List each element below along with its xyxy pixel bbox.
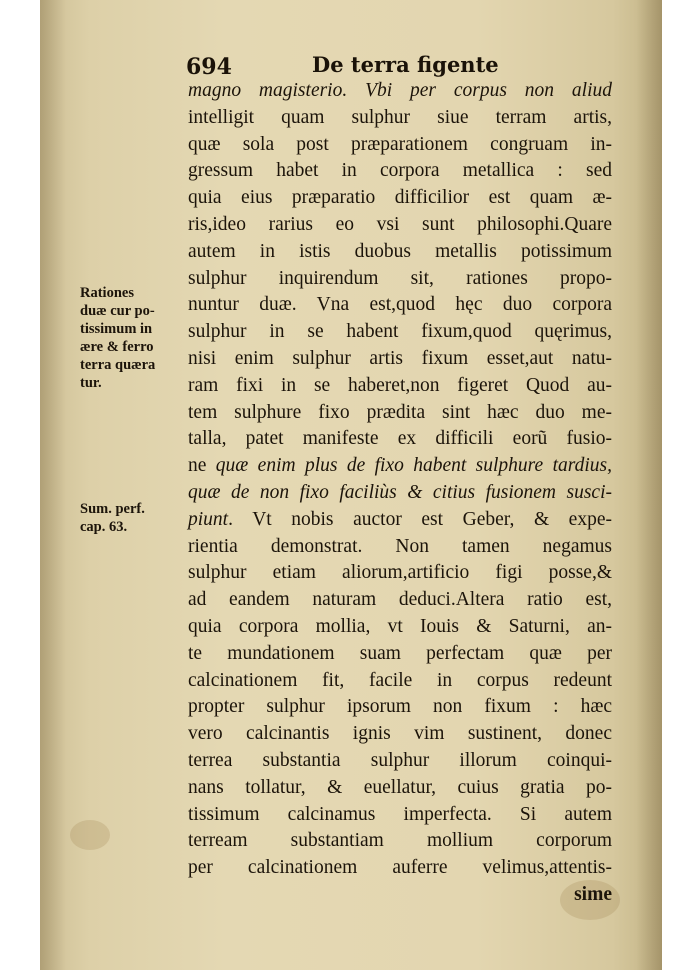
spine-shadow xyxy=(40,0,66,970)
text-line: intelligit quam sulphur siue terram artis, xyxy=(188,106,612,128)
margin-note-line: tur. xyxy=(80,375,102,391)
page-edge-shadow xyxy=(636,0,662,970)
page-number: 694 xyxy=(186,54,232,80)
margin-note-line: cap. 63. xyxy=(80,519,128,535)
text-line: tissimum calcinamus imperfecta. Si autem xyxy=(188,803,612,825)
catchword-line: sime xyxy=(574,883,612,905)
text-line: rientia demonstrat. Non tamen negamus xyxy=(188,535,612,557)
text-line: vero calcinantis ignis vim sustinent, donec xyxy=(188,723,612,745)
text-line: piunt. Vt nobis auctor est Geber, & expe- xyxy=(188,508,612,530)
margin-note-line: Sum. perf. xyxy=(80,501,145,517)
text-line: sulphur inquirendum sit, rationes propo- xyxy=(188,267,612,289)
text-line: nisi enim sulphur artis fixum esset,aut natu- xyxy=(188,347,612,369)
text-line: quia corpora mollia, vt Iouis & Saturni, an- xyxy=(188,615,612,637)
margin-note-line: duæ cur po- xyxy=(80,303,155,319)
margin-note-line: terra quæra xyxy=(80,357,156,373)
text-line: nans tollatur, & euellatur, cuius gratia po- xyxy=(188,776,612,798)
text-line: sulphur in se habent fixum,quod quęrimus, xyxy=(188,321,612,343)
text-line: calcinationem fit, facile in corpus redeunt xyxy=(188,669,612,691)
margin-note-rationes xyxy=(80,284,184,392)
text-line: gressum habet in corpora metallica : sed xyxy=(188,160,612,182)
text-line: nuntur duæ. Vna est,quod hęc duo corpora xyxy=(188,294,612,316)
margin-note-line: ære & ferro xyxy=(80,339,154,355)
margin-note-line: tissimum in xyxy=(80,321,153,337)
text-line: magno magisterio. Vbi per corpus non aliud xyxy=(188,80,612,101)
text-line: propter sulphur ipsorum non fixum : hæc xyxy=(188,696,612,718)
text-line: ne quæ enim plus de fixo habent sulphure tardius, xyxy=(188,455,612,477)
text-line: ad eandem naturam deduci.Altera ratio est, xyxy=(188,589,612,611)
text-line: ram fixi in se haberet,non figeret Quod au- xyxy=(188,374,612,396)
text-line: quæ de non fixo faciliùs & citius fusionem susci- xyxy=(188,481,612,503)
text-line: terream substantiam mollium corporum xyxy=(188,830,612,852)
running-title: De terra figente xyxy=(312,52,499,77)
main-text-block xyxy=(188,78,612,909)
text-line: autem in istis duobus metallis potissimum xyxy=(188,240,612,262)
text-line: te mundationem suam perfectam quæ per xyxy=(188,642,612,664)
text-line: per calcinationem auferre velimus,attentis- xyxy=(188,857,612,879)
text-line: talla, patet manifeste ex difficili eorũ fusio- xyxy=(188,428,612,450)
text-line: tem sulphure fixo prædita sint hæc duo me- xyxy=(188,401,612,423)
text-line: ris,ideo rarius eo vsi sunt philosophi.Quare xyxy=(188,213,612,235)
margin-note-line: Rationes xyxy=(80,285,134,301)
text-line: quia eius præparatio difficilior est quam æ- xyxy=(188,187,612,209)
paper-stain xyxy=(70,820,110,850)
margin-note-citation xyxy=(80,500,184,536)
text-line: sulphur etiam aliorum,artificio figi posse,& xyxy=(188,562,612,584)
text-line: quæ sola post præparationem congruam in- xyxy=(188,133,612,155)
text-line: terrea substantia sulphur illorum coinqui- xyxy=(188,749,612,771)
